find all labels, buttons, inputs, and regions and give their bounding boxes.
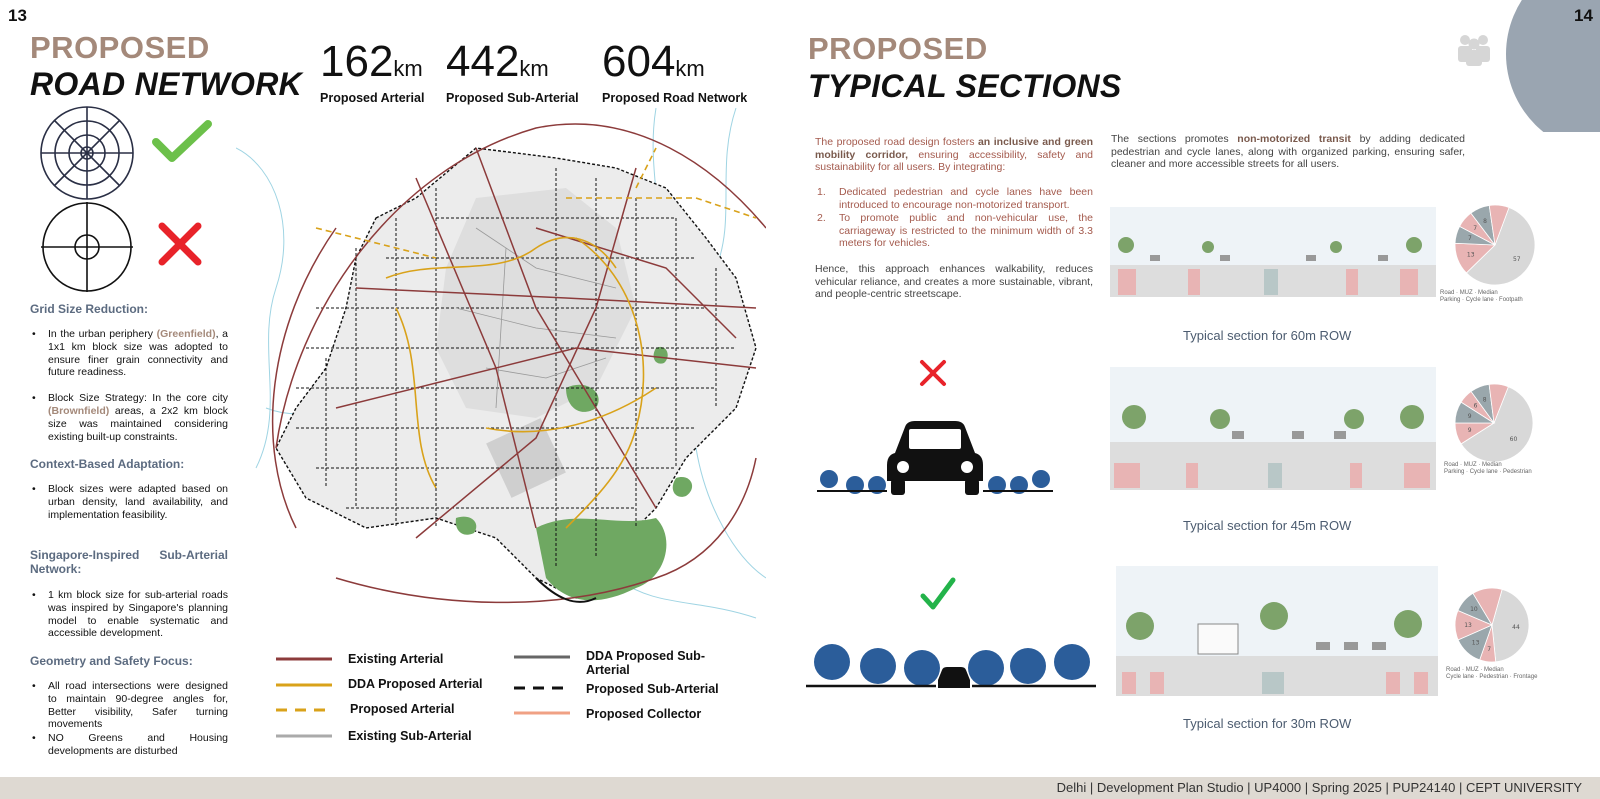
- people-group-icon: [1456, 32, 1492, 66]
- stat-value: 442: [446, 37, 520, 86]
- list-item: • NO Greens and Housing developments are disturbed: [30, 732, 228, 758]
- cross-icon: [918, 358, 948, 388]
- list-item: 1. Dedicated pedestrian and cycle lanes have been introduced to encourage non-motorized transport.: [817, 186, 1093, 211]
- car-icon: [887, 421, 983, 495]
- legend-label: Proposed Collector: [586, 707, 702, 721]
- list-item: • All road intersections were designed to maintain 90-degree angles for, Better visibility, Safer turning movements: [30, 680, 228, 731]
- legend-label: DDA Proposed Arterial: [348, 677, 483, 691]
- footer-bar: [0, 777, 1600, 799]
- list-item: • 1 km block size for sub-arterial roads was inspired by Singapore's planning model to enable systematic and accessible development.: [30, 589, 228, 640]
- radial-network-icon: [38, 104, 136, 202]
- pie-30m: [1454, 587, 1530, 663]
- pie-30m-legend: Road · MUZ · Median Cycle lane · Pedestrian · Frontage: [1446, 667, 1538, 680]
- hence-paragraph: Hence, this approach enhances walkability, reduces vehicular reliance, and creates a more sustainable, vibrant, and people-centric streetscape.: [815, 263, 1093, 301]
- intro-paragraph: The proposed road design fosters an inclusive and green mobility corridor, ensuring accessibility, safety and sustainability for all users. By integrating:: [815, 136, 1094, 174]
- stat-value: 604: [602, 37, 676, 86]
- legend-label: Existing Sub-Arterial: [348, 729, 472, 743]
- pie-slice-label: 13: [1464, 622, 1472, 630]
- road-network-map: [236, 108, 766, 623]
- list-item: 2. To promote public and non-vehicular use, the carriageway is restricted to the minimum width of 3.3 meters for vehicles.: [817, 212, 1093, 250]
- pie-60m: [1454, 204, 1536, 286]
- caption-60m: Typical section for 60m ROW: [1183, 328, 1352, 343]
- check-icon: [920, 576, 956, 612]
- pie-slice-label: 6: [1473, 402, 1478, 410]
- pie-slice-label: 8: [1482, 396, 1487, 404]
- pie-slice-label: 9: [1467, 427, 1472, 435]
- stat-road-network: [602, 37, 752, 105]
- small-car-icon: [938, 667, 970, 688]
- legend-label: Proposed Arterial: [350, 702, 455, 716]
- stat-arterial: [320, 37, 432, 105]
- caption-45m: Typical section for 45m ROW: [1183, 518, 1352, 533]
- cross-icon: [158, 222, 202, 266]
- section-60m-drawing: [1110, 207, 1436, 297]
- singapore-list: [30, 589, 228, 648]
- pie-slice-label: 60: [1509, 436, 1518, 444]
- stat-label: Proposed Sub-Arterial: [446, 91, 579, 105]
- legend-label: Proposed Sub-Arterial: [586, 682, 719, 696]
- page-number-left: 13: [8, 6, 27, 25]
- check-icon: [152, 120, 212, 164]
- singapore-heading: Singapore-Inspired Sub-Arterial Network:: [30, 548, 228, 576]
- stat-value: 162: [320, 37, 394, 86]
- pie-slice-label: 13: [1466, 251, 1475, 259]
- left-title-line1: PROPOSED: [30, 30, 210, 65]
- right-title-line1: PROPOSED: [808, 31, 988, 66]
- pie-slice-label: 7: [1467, 235, 1472, 243]
- page-number-right: 14: [1574, 6, 1593, 25]
- footer-text: Delhi | Development Plan Studio | UP4000 | Spring 2025 | PUP24140 | CEPT UNIVERSITY: [1056, 780, 1582, 795]
- list-item: • Block Size Strategy: In the core city (Brownfield) areas, a 2x2 km block size was maintained considering existing built-up constraints.: [30, 392, 228, 443]
- list-item: • Block sizes were adapted based on urban density, land availability, and implementation feasibility.: [30, 483, 228, 521]
- pie-60m-legend: Road · MUZ · Median Parking · Cycle lane · Footpath: [1440, 290, 1523, 303]
- people-centric-street-illustration: [806, 640, 1096, 694]
- list-item: • In the urban periphery (Greenfield), a 1x1 km block size was adopted to ensure finer grain connectivity and future readiness.: [30, 328, 228, 379]
- stat-unit: km: [675, 56, 705, 81]
- pie-slice-label: 7: [1487, 645, 1492, 653]
- stat-unit: km: [393, 56, 423, 81]
- grid-size-heading: Grid Size Reduction:: [30, 302, 149, 316]
- left-title-line2: ROAD NETWORK: [30, 66, 303, 102]
- car-centric-street-illustration: [815, 415, 1055, 500]
- section-45m-drawing: [1110, 367, 1436, 490]
- pie-45m: [1454, 383, 1534, 463]
- grid-network-icon: [38, 200, 136, 294]
- stat-sub-arterial: [446, 37, 586, 105]
- pie-slice-label: 57: [1512, 256, 1521, 264]
- sections-paragraph: The sections promotes non-motorized transit by adding dedicated pedestrian and cycle lanes, along with organized parking, ensuring safer, cleaner and more accessible streets for all users.: [1111, 133, 1465, 171]
- context-list: [30, 483, 228, 529]
- legend-label: DDA Proposed Sub-Arterial: [586, 649, 705, 677]
- stat-label: Proposed Arterial: [320, 91, 425, 105]
- pie-slice-label: 9: [1467, 412, 1472, 420]
- stat-unit: km: [519, 56, 549, 81]
- pie-slice-label: 10: [1470, 606, 1478, 614]
- legend-label: Existing Arterial: [348, 652, 444, 666]
- context-heading: Context-Based Adaptation:: [30, 457, 185, 471]
- grid-size-list: [30, 328, 228, 451]
- pie-slice-label: 7: [1473, 225, 1478, 233]
- pie-slice-label: 8: [1483, 218, 1487, 225]
- section-30m-drawing: [1116, 566, 1438, 696]
- pie-45m-legend: Road · MUZ · Median Parking · Cycle lane · Pedestrian: [1444, 462, 1532, 475]
- pie-slice-label: 44: [1512, 624, 1520, 632]
- pie-slice-label: 13: [1471, 639, 1480, 647]
- caption-30m: Typical section for 30m ROW: [1183, 716, 1352, 731]
- geometry-heading: Geometry and Safety Focus:: [30, 654, 193, 668]
- geometry-list: [30, 680, 228, 766]
- right-title-line2: TYPICAL SECTIONS: [808, 68, 1122, 104]
- design-points-list: [815, 186, 1093, 251]
- stat-label: Proposed Road Network: [602, 91, 748, 105]
